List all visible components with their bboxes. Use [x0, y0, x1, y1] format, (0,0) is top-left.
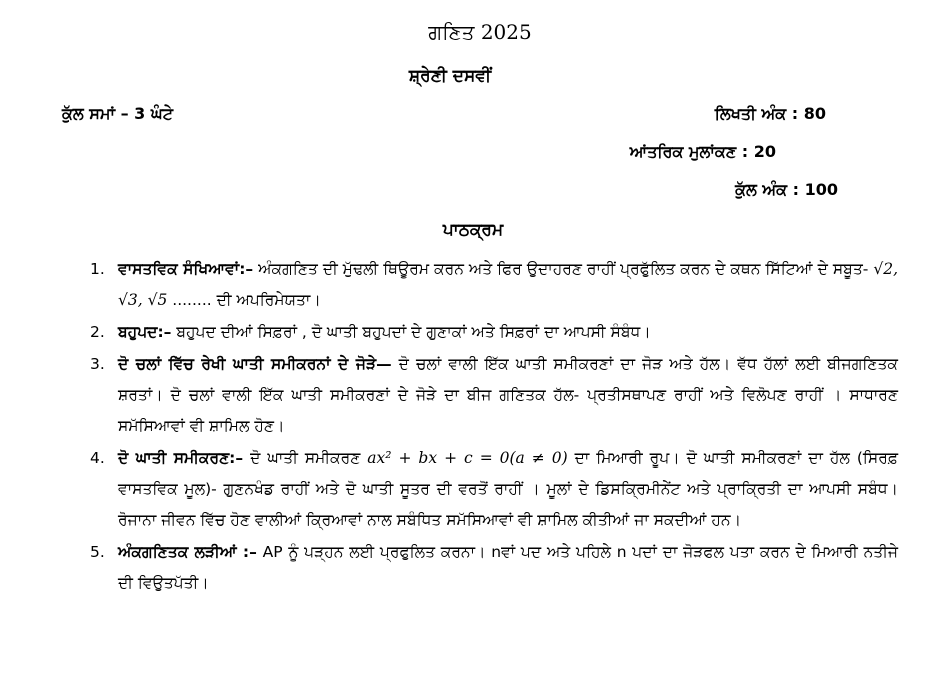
- item-number: 4.: [90, 449, 105, 467]
- item-text: ਦੋ ਚਲਾਂ ਵਾਲੀ ਇੱਕ ਘਾਤੀ ਸਮੀਕਰਣਾਂ ਦਾ ਜੋੜ ਅਤੇ ਹੱਲ। ਵੱਧ ਹੱਲਾਂ ਲਈ ਬੀਜਗਣਿਤਕ ਸ਼ਰਤਾਂ। ਦੋ ਚਲਾਂ ਵਾਲੀ ਇੱਕ ਘਾਤੀ ਸਮੀਕਰਣਾਂ ਦੇ ਜੋੜੇ ਦਾ ਬੀਜ ਗਣਿਤਕ ਹੱਲ- ਪ੍ਰਤੀਸਥਾਪਣ ਰਾਹੀਂ ਅਤੇ ਵਿਲੋਪਣ ਰਾਹੀਂ । ਸਾਧਾਰਣ ਸਮੱਸਿਆਵਾਂ ਵੀ ਸ਼ਾਮਿਲ ਹੋਣ।: [118, 355, 898, 435]
- syllabus-list: [90, 254, 898, 600]
- item-math: √2, √3, √5: [118, 260, 898, 309]
- item-heading: ਬਹੁਪਦ:–: [118, 323, 172, 341]
- item-number: 5.: [90, 543, 105, 561]
- item-heading: ਦੋ ਚਲਾਂ ਵਿੱਚ ਰੇਖੀ ਘਾਤੀ ਸਮੀਕਰਨਾਂ ਦੇ ਜੋੜੇ—: [118, 355, 392, 373]
- total-marks: ਕੁੱਲ ਅੰਕ : 100: [735, 180, 838, 199]
- item-text: ........ ਦੀ ਅਪਰਿਮੇਯਤਾ।: [167, 291, 321, 309]
- item-text: ਬਹੁਪਦ ਦੀਆਂ ਸਿਫ਼ਰਾਂ , ਦੋ ਘਾਤੀ ਬਹੁਪਦਾਂ ਦੇ ਗੁਣਾਕਾਂ ਅਤੇ ਸਿਫ਼ਰਾਂ ਦਾ ਆਪਸੀ ਸੰਬੰਧ।: [171, 323, 651, 341]
- item-text: ਦਾ ਮਿਆਰੀ ਰੂਪ। ਦੋ ਘਾਤੀ ਸਮੀਕਰਣਾਂ ਦਾ ਹੱਲ (ਸਿਰਫ਼ ਵਾਸਤਵਿਕ ਮੂਲ)- ਗੁਣਨਖੰਡ ਰਾਹੀਂ ਅਤੇ ਦੋ ਘਾਤੀ ਸੂਤਰ ਦੀ ਵਰਤੋਂ ਰਾਹੀਂ । ਮੂਲਾਂ ਦੇ ਡਿਸਕ੍ਰਿਮੀਨੇਂਟ ਅਤੇ ਪ੍ਰਾਕ੍ਰਿਤੀ ਦਾ ਆਪਸੀ ਸਬੰਧ। ਰੋਜਾਨਾ ਜੀਵਨ ਵਿੱਚ ਹੋਣ ਵਾਲੀਆਂ ਕ੍ਰਿਆਵਾਂ ਨਾਲ ਸਬੰਧਿਤ ਸਮੱਸਿਆਵਾਂ ਵੀ ਸ਼ਾਮਿਲ ਕੀਤੀਆਂ ਜਾ ਸਕਦੀਆਂ ਹਨ।: [118, 449, 898, 529]
- list-item: [90, 317, 898, 348]
- item-text: ਅੰਕਗਣਿਤ ਦੀ ਮੁੱਢਲੀ ਥਿਊਰਮ ਕਰਨ ਅਤੇ ਫਿਰ ਉਦਾਹਰਣ ਰਾਹੀਂ ਪ੍ਰਫੁੱਲਿਤ ਕਰਨ ਦੇ ਕਥਨ ਸਿੱਟਿਆਂ ਦੇ ਸਬੂਤ-: [253, 260, 874, 278]
- written-marks: ਲਿਖਤੀ ਅੰਕ : 80: [714, 104, 826, 123]
- item-heading: ਅੰਕਗਣਿਤਕ ਲੜੀਆਂ :–: [118, 543, 257, 561]
- internal-assessment: ਆਂਤਰਿਕ ਮੁਲਾਂਕਣ : 20: [629, 142, 776, 161]
- item-math: ax² + bx + c = 0(a ≠ 0): [367, 449, 568, 467]
- item-heading: ਦੋ ਘਾਤੀ ਸਮੀਕਰਣ:–: [118, 449, 244, 467]
- item-text: AP ਨੂੰ ਪੜ੍ਹਨ ਲਈ ਪ੍ਰਫੁਲਿਤ ਕਰਨਾ। nਵਾਂ ਪਦ ਅਤੇ ਪਹਿਲੇ n ਪਦਾਂ ਦਾ ਜੋੜਫਲ ਪਤਾ ਕਰਨ ਦੇ ਮਿਆਰੀ ਨਤੀਜੇ ਦੀ ਵਿਉਤਪੱਤੀ।: [118, 543, 898, 592]
- list-item: [90, 443, 898, 536]
- item-number: 1.: [90, 260, 105, 278]
- list-item: [90, 537, 898, 599]
- item-number: 3.: [90, 355, 105, 373]
- syllabus-heading: ਪਾਠਕ੍ਰਮ: [442, 220, 504, 240]
- item-text: ਦੋ ਘਾਤੀ ਸਮੀਕਰਣ: [243, 449, 368, 467]
- item-heading: ਵਾਸਤਵਿਕ ਸੰਖਿਆਵਾਂ:–: [118, 260, 254, 278]
- list-item: [90, 349, 898, 442]
- class-line: ਸ਼੍ਰੇਣੀ ਦਸਵੀਂ: [408, 66, 492, 86]
- document-title: ਗਣਿਤ 2025: [428, 20, 532, 44]
- list-item: [90, 254, 898, 316]
- total-time: ਕੁੱਲ ਸਮਾਂ – 3 ਘੰਟੇ: [62, 104, 174, 123]
- item-number: 2.: [90, 323, 105, 341]
